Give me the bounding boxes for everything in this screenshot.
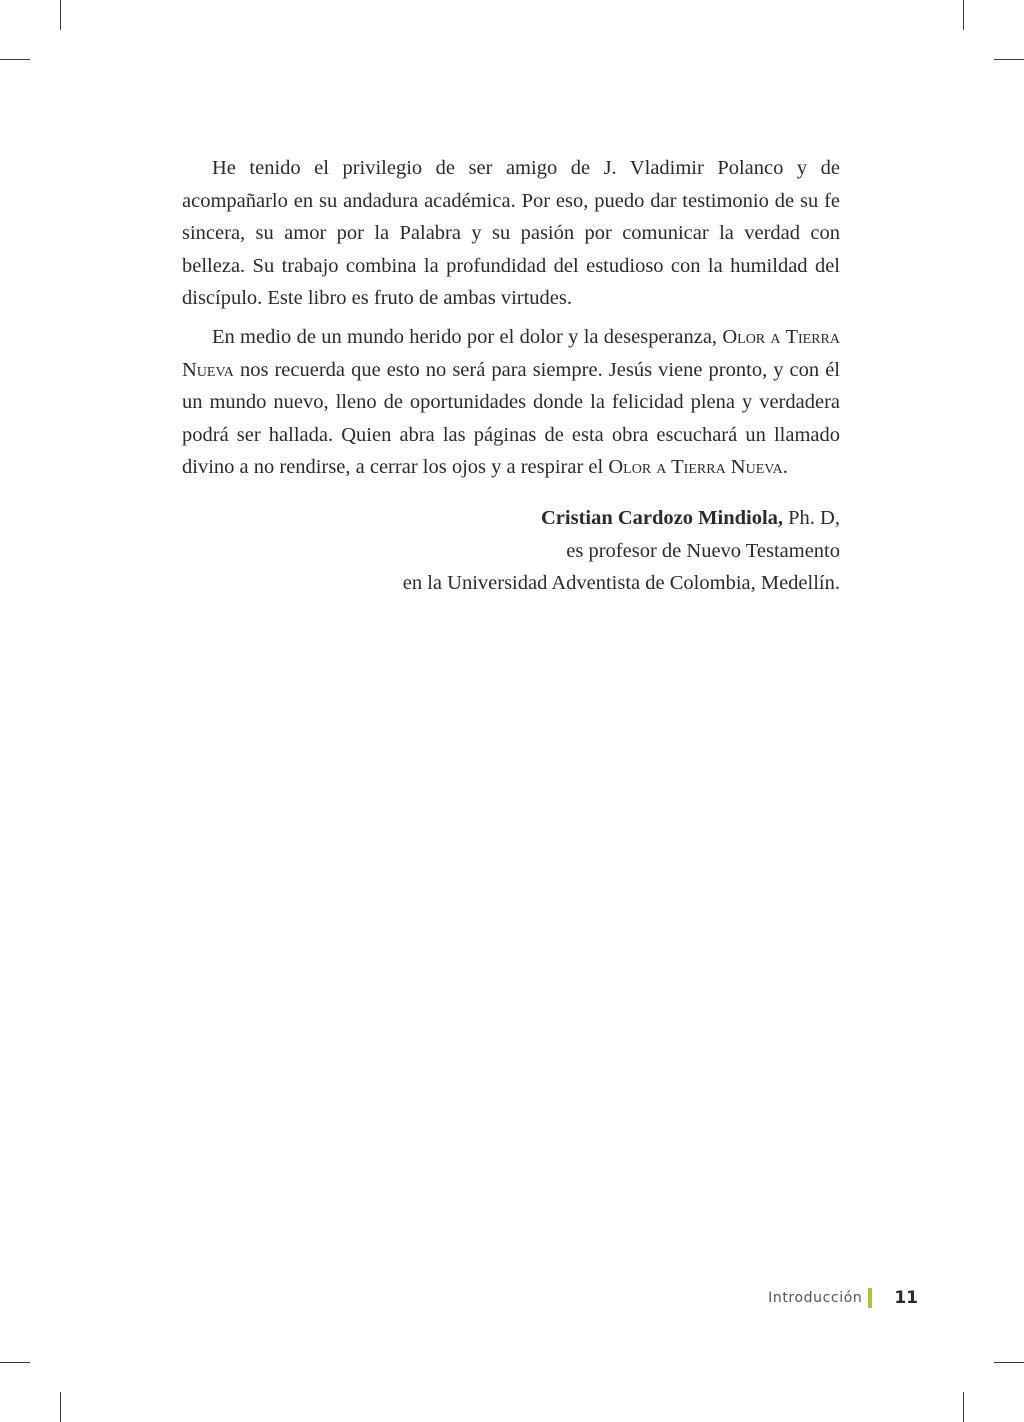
book-title: Olor a Tierra Nueva [182,325,840,381]
author-degree: Ph. D, [783,507,840,529]
signature-line-2: es profesor de Nuevo Testamento [566,539,840,562]
signature-line-3: en la Universidad Adventista de Colombia, Medellín. [402,572,840,595]
signature-line-1 [403,502,840,535]
crop-mark-top-right-v [963,0,964,30]
paragraph-2-part-2: nos recuerda que esto no será para siempre. Jesús viene pronto, y con él un mundo nuevo, lleno de oportunidades donde la felicidad plena y verdadera podrá ser hallada. Quien abra las páginas de esta obra escuchará un llamado divino a no rendirse, a cerrar los ojos y a respirar el [182,358,840,479]
footer-accent-bar [868,1288,872,1308]
book-title-2: Olor a Tierra Nueva [608,456,783,479]
page-footer [768,1288,918,1308]
crop-mark-bottom-right-h [994,1362,1024,1363]
paragraph-1: He tenido el privilegio de ser amigo de J. Vladimir Polanco y de acompañarlo en su andadura académica. Por eso, puedo dar testimonio de su fe sincera, su amor por la Palabra y su pasión por comunicar la verdad con belleza. Su trabajo combina la profundidad del estudioso con la humildad del discípulo. Este libro es fruto de ambas virtudes. [182,157,840,310]
crop-mark-top-left-h [0,59,30,60]
section-name: Introducción [768,1290,863,1306]
body-text [182,152,840,490]
crop-mark-bottom-left-v [60,1392,61,1422]
paragraph-2-part-3: . [782,456,788,479]
author-name: Cristian Cardozo Mindiola, [541,507,784,529]
crop-mark-bottom-right-v [963,1392,964,1422]
crop-mark-top-right-h [994,59,1024,60]
page-number: 11 [894,1288,918,1308]
paragraph-2-part-1: En medio de un mundo herido por el dolor y la desesperanza, [212,325,723,348]
crop-mark-top-left-v [60,0,61,30]
signature-block [403,502,840,600]
paragraph-2 [182,321,840,484]
crop-mark-bottom-left-h [0,1362,30,1363]
